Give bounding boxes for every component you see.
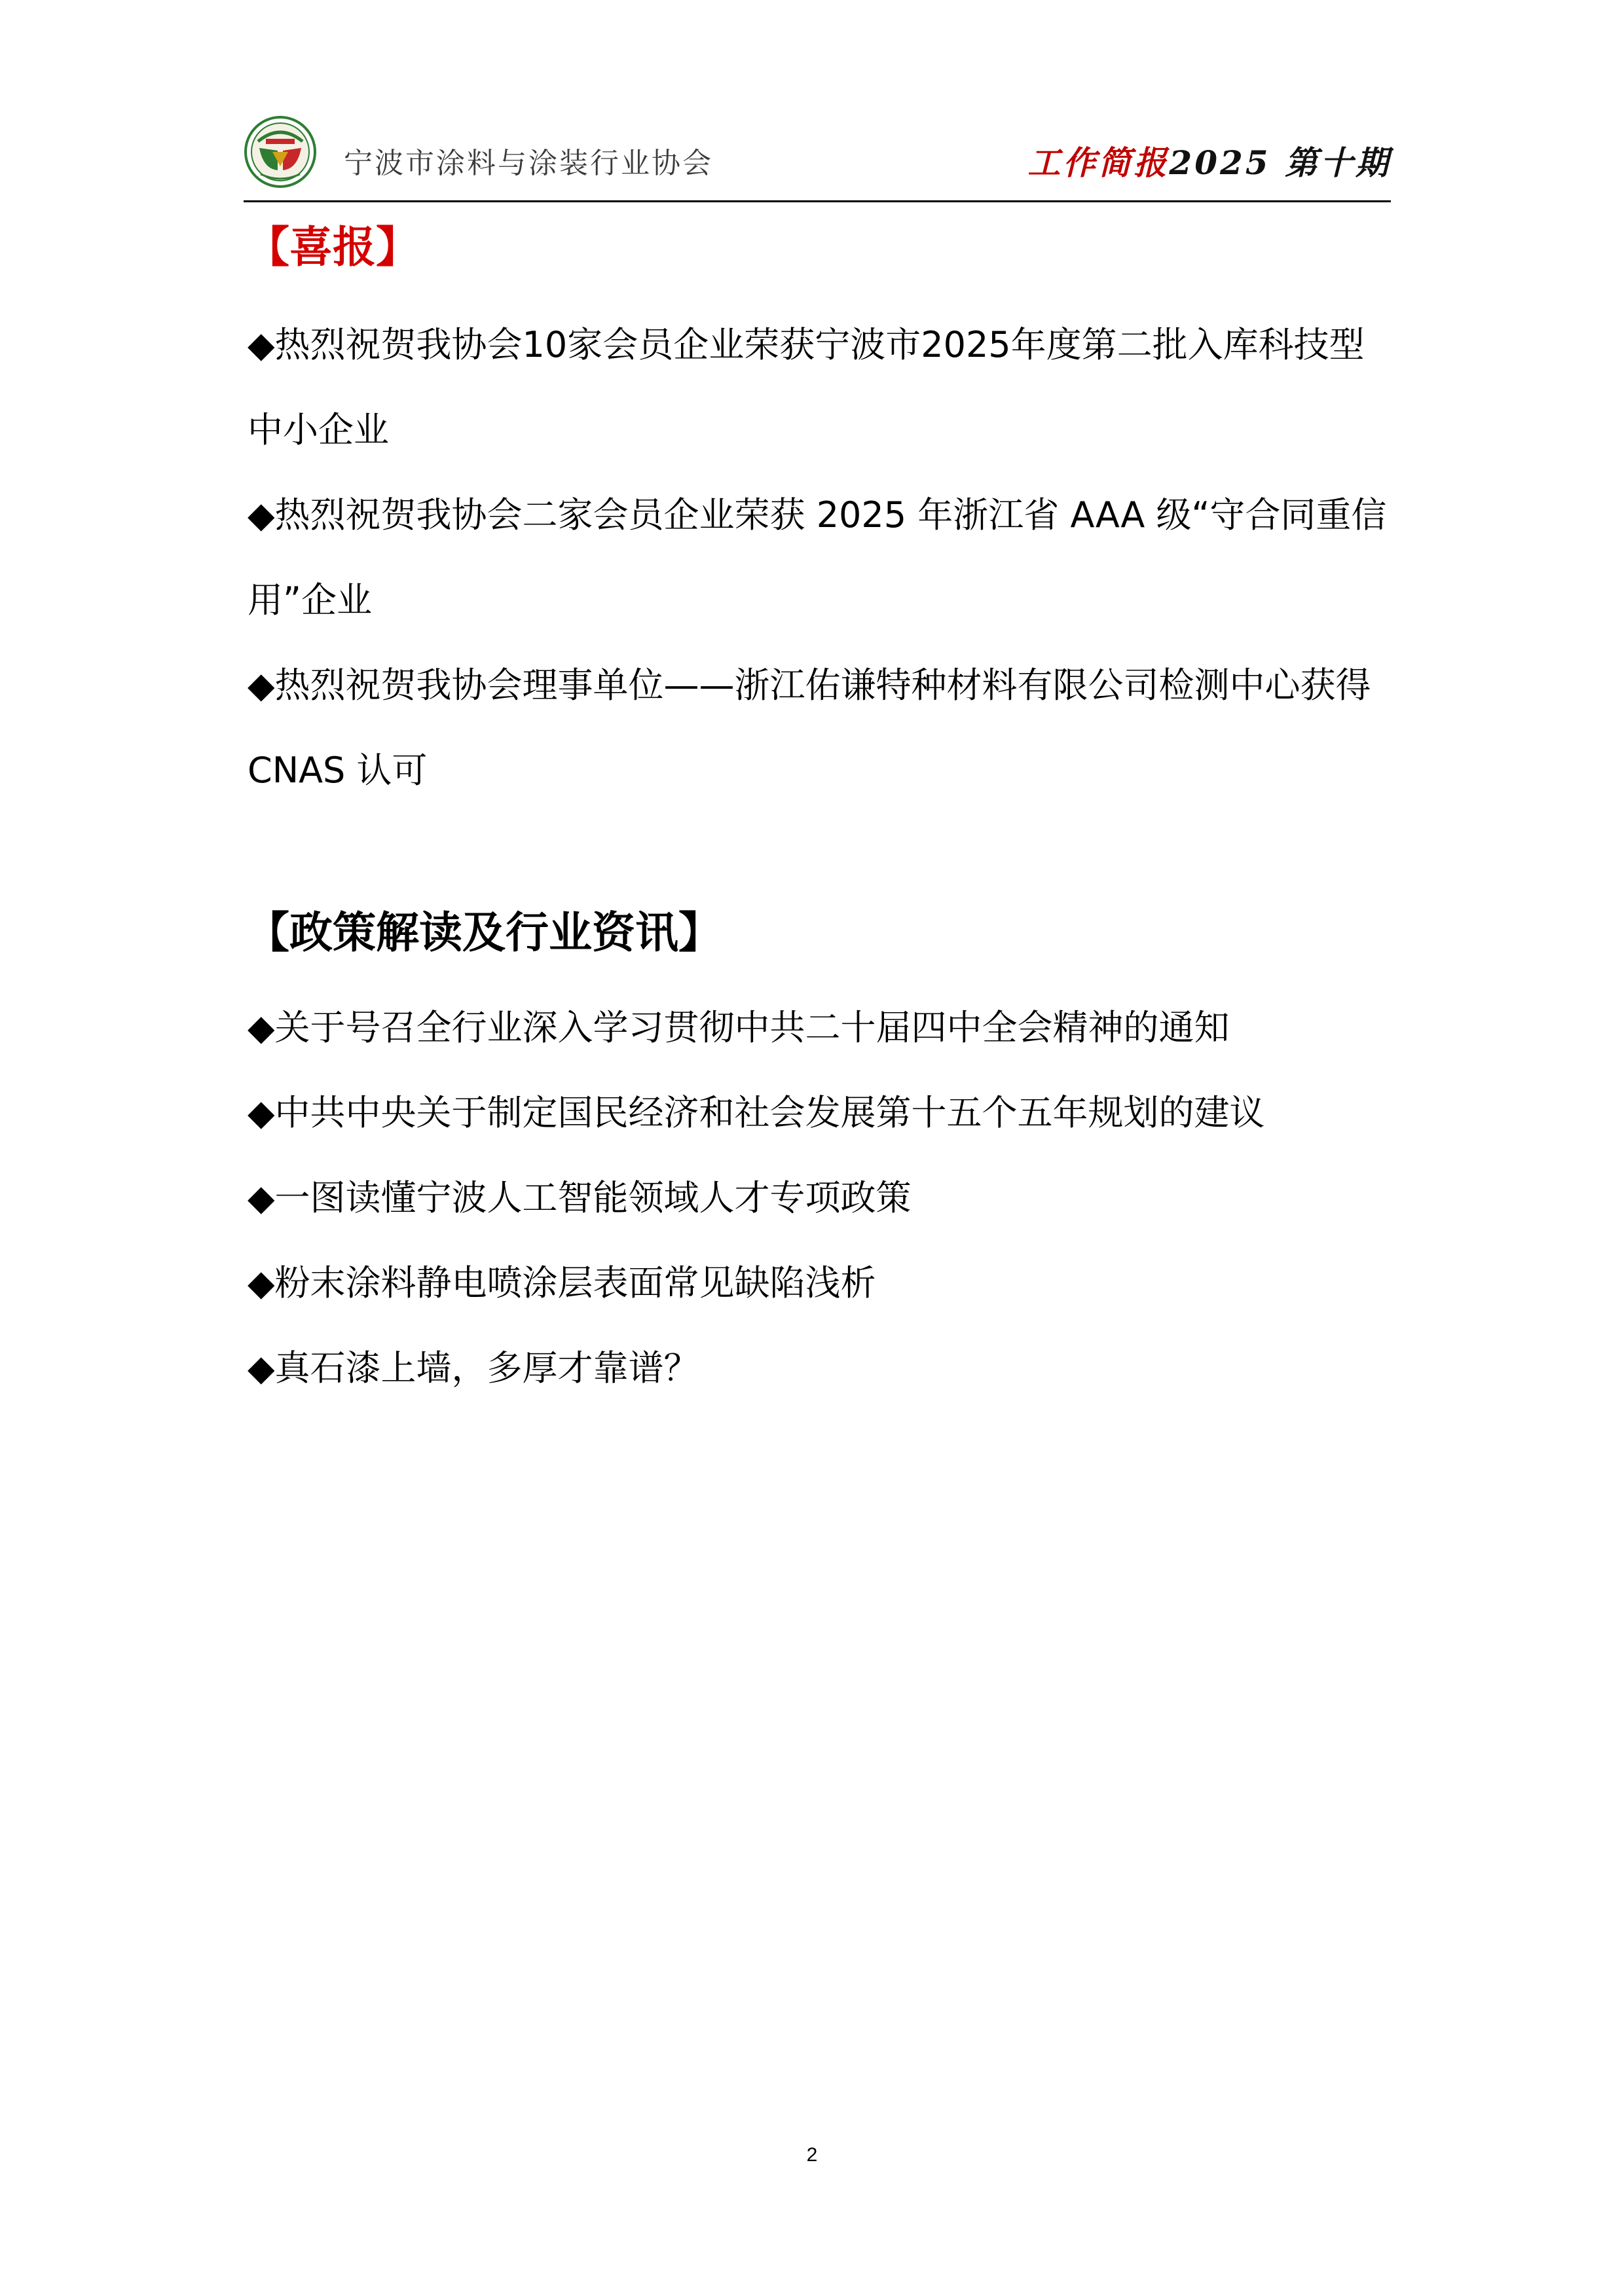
policy-item: ◆真石漆上墙，多厚才靠谱？ — [248, 1347, 699, 1389]
policy-heading: 【政策解读及行业资讯】 — [246, 907, 722, 958]
association-logo-icon — [244, 115, 317, 189]
page-header — [244, 110, 1391, 199]
good-news-item: ◆热烈祝贺我协会理事单位——浙江佑谦特种材料有限公司检测中心获得 CNAS 认可 — [248, 665, 1371, 791]
policy-item: ◆粉末涂料静电喷涂层表面常见缺陷浅析 — [248, 1262, 876, 1303]
bulletin-title — [1027, 143, 1391, 182]
policy-item: ◆中共中央关于制定国民经济和社会发展第十五个五年规划的建议 — [248, 1092, 1265, 1133]
page-number: 2 — [806, 2144, 818, 2166]
policy-item: ◆一图读懂宁波人工智能领域人才专项政策 — [248, 1177, 912, 1218]
good-news-heading: 【喜报】 — [246, 222, 419, 272]
bulletin-issue: 2025 第十期 — [1169, 143, 1391, 182]
good-news-list — [248, 302, 1393, 813]
good-news-item: ◆热烈祝贺我协会二家会员企业荣获 2025 年浙江省 AAA 级“守合同重信用”企业 — [248, 494, 1387, 621]
good-news-item: ◆热烈祝贺我协会10家会员企业荣获宁波市2025年度第二批入库科技型中小企业 — [248, 324, 1365, 450]
policy-list — [248, 985, 1393, 1411]
bulletin-title-text: 工作简报 — [1027, 143, 1170, 182]
organization-name: 宁波市涂料与涂装行业协会 — [344, 147, 713, 180]
header-divider — [244, 200, 1391, 202]
policy-item: ◆关于号召全行业深入学习贯彻中共二十届四中全会精神的通知 — [248, 1007, 1230, 1048]
